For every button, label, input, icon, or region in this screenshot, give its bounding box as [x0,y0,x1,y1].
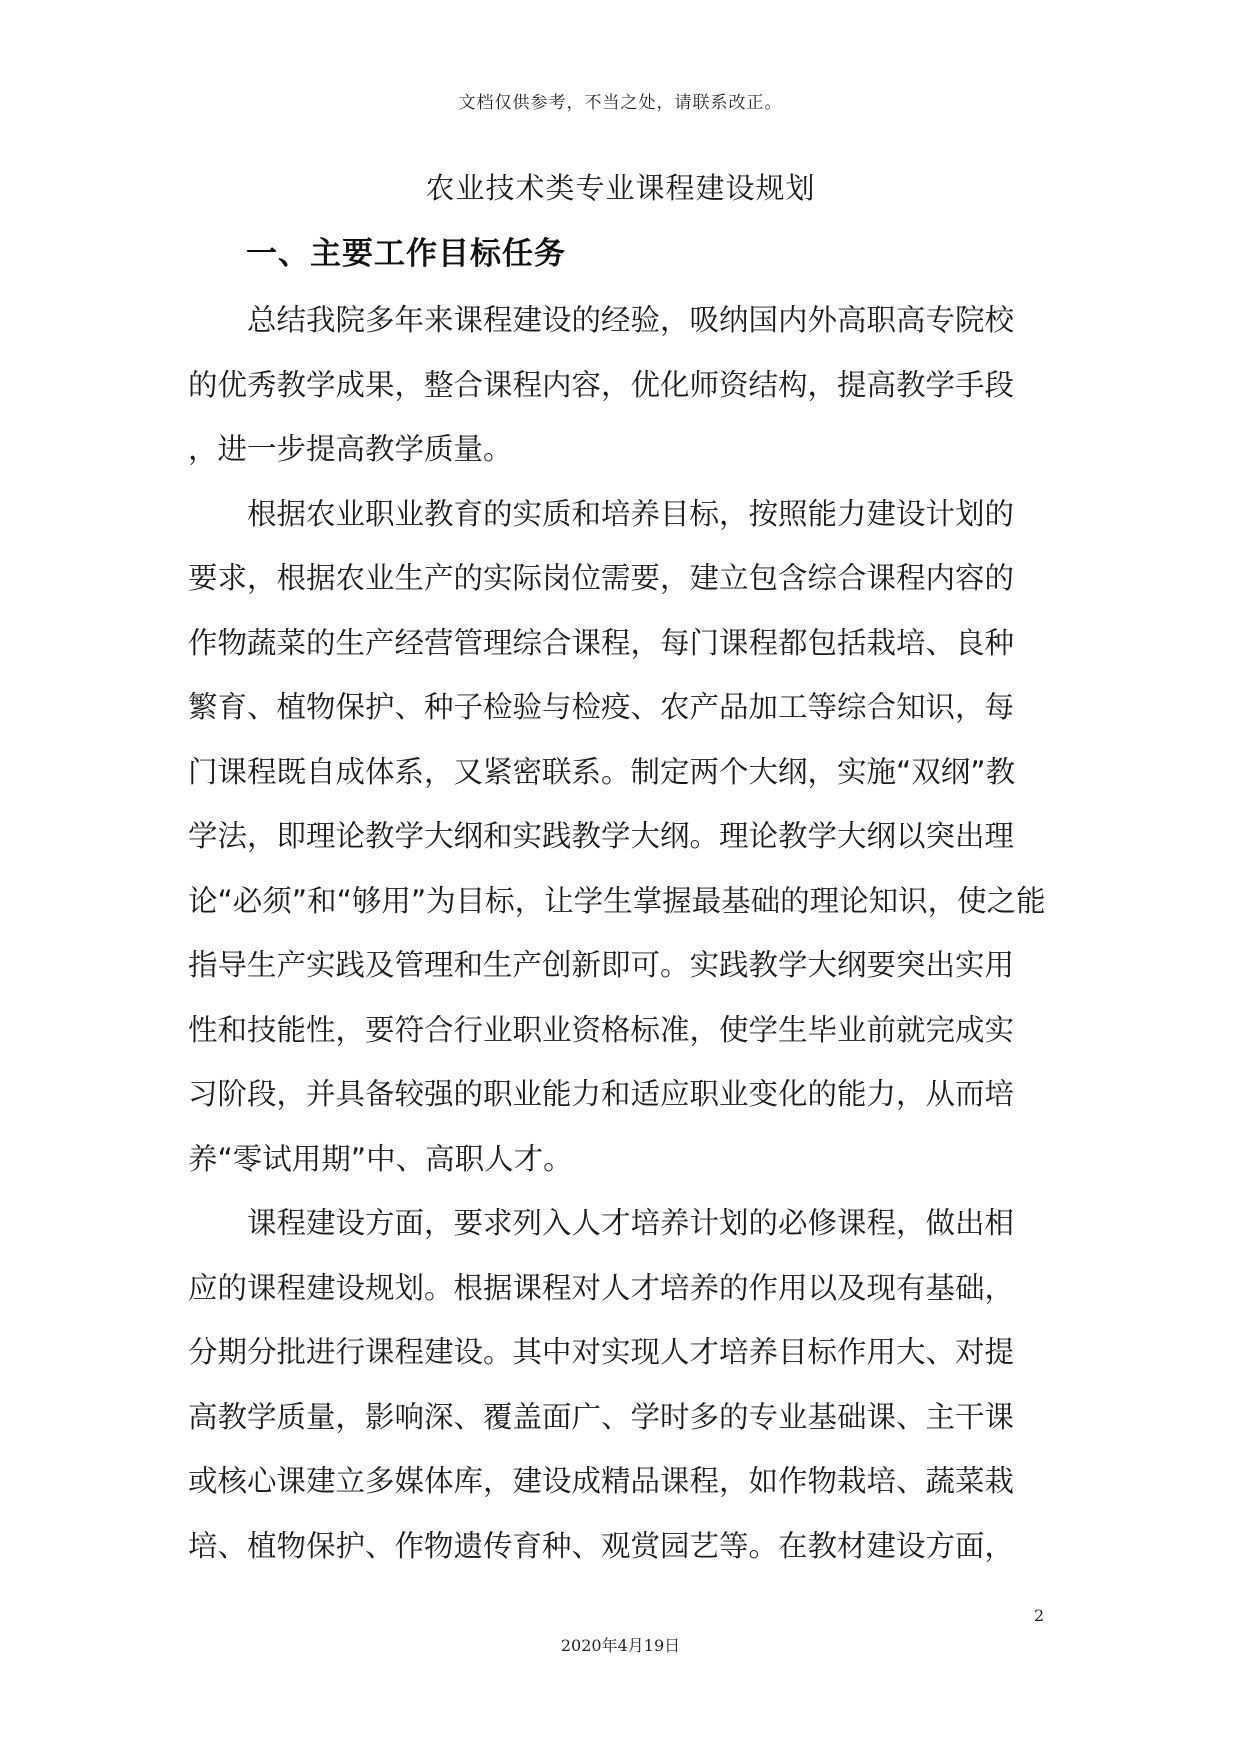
paragraph-line: 要求，根据农业生产的实际岗位需要，建立包含综合课程内容的 [188,561,1015,595]
paragraph-line: 习阶段，并具备较强的职业能力和适应职业变化的能力，从而培 [188,1077,1015,1111]
paragraph-line: 高教学质量，影响深、覆盖面广、学时多的专业基础课、主干课 [188,1399,1015,1434]
paragraph-line: 论“必须”和“够用”为目标，让学生掌握最基础的理论知识，使之能 [188,883,1046,918]
paragraph-line: 学法，即理论教学大纲和实践教学大纲。理论教学大纲以突出理 [188,819,1015,853]
paragraph-line: 的优秀教学成果，整合课程内容，优化师资结构，提高教学手段 [188,367,1015,402]
paragraph-line: 性和技能性，要符合行业职业资格标准，使学生毕业前就完成实 [188,1012,1015,1047]
paragraph-line: 总结我院多年来课程建设的经验，吸纳国内外高职高专院校 [247,303,1015,337]
footer-date: 2020年4月19日 [560,1636,681,1655]
paragraph-2 [188,482,1058,1192]
paragraph-line: 繁育、植物保护、种子检验与检疫、农产品加工等综合知识，每 [188,690,1015,724]
paragraph-line: 作物蔬菜的生产经营管理综合课程，每门课程都包括栽培、良种 [188,625,1015,660]
paragraph-line: 或核心课建立多媒体库，建设成精品课程，如作物栽培、蔬菜栽 [188,1464,1015,1498]
paragraph-line: 根据农业职业教育的实质和培养目标，按照能力建设计划的 [247,496,1015,531]
paragraph-1 [188,288,1058,482]
document-title: 农业技术类专业课程建设规划 [425,171,816,205]
paragraph-line: 课程建设方面，要求列入人才培养计划的必修课程，做出相 [247,1206,1015,1240]
paragraph-line: 培、植物保护、作物遗传育种、观赏园艺等。在教材建设方面， [188,1528,1015,1563]
paragraph-line: 门课程既自成体系，又紧密联系。制定两个大纲，实施“双纲”教 [188,754,1016,789]
paragraph-line: 应的课程建设规划。根据课程对人才培养的作用以及现有基础， [188,1270,1015,1305]
header-note: 文档仅供参考，不当之处，请联系改正。 [458,93,783,113]
page-number: 2 [1034,1606,1045,1625]
paragraph-line: ，进一步提高教学质量。 [188,432,513,466]
section-heading: 一、主要工作目标任务 [246,236,566,272]
paragraph-line: 指导生产实践及管理和生产创新即可。实践教学大纲要突出实用 [188,948,1015,982]
paragraph-line: 养“零试用期”中、高职人才。 [188,1141,573,1176]
document-body [188,288,1058,1578]
paragraph-line: 分期分批进行课程建设。其中对实现人才培养目标作用大、对提 [188,1335,1015,1369]
paragraph-3 [188,1191,1058,1578]
